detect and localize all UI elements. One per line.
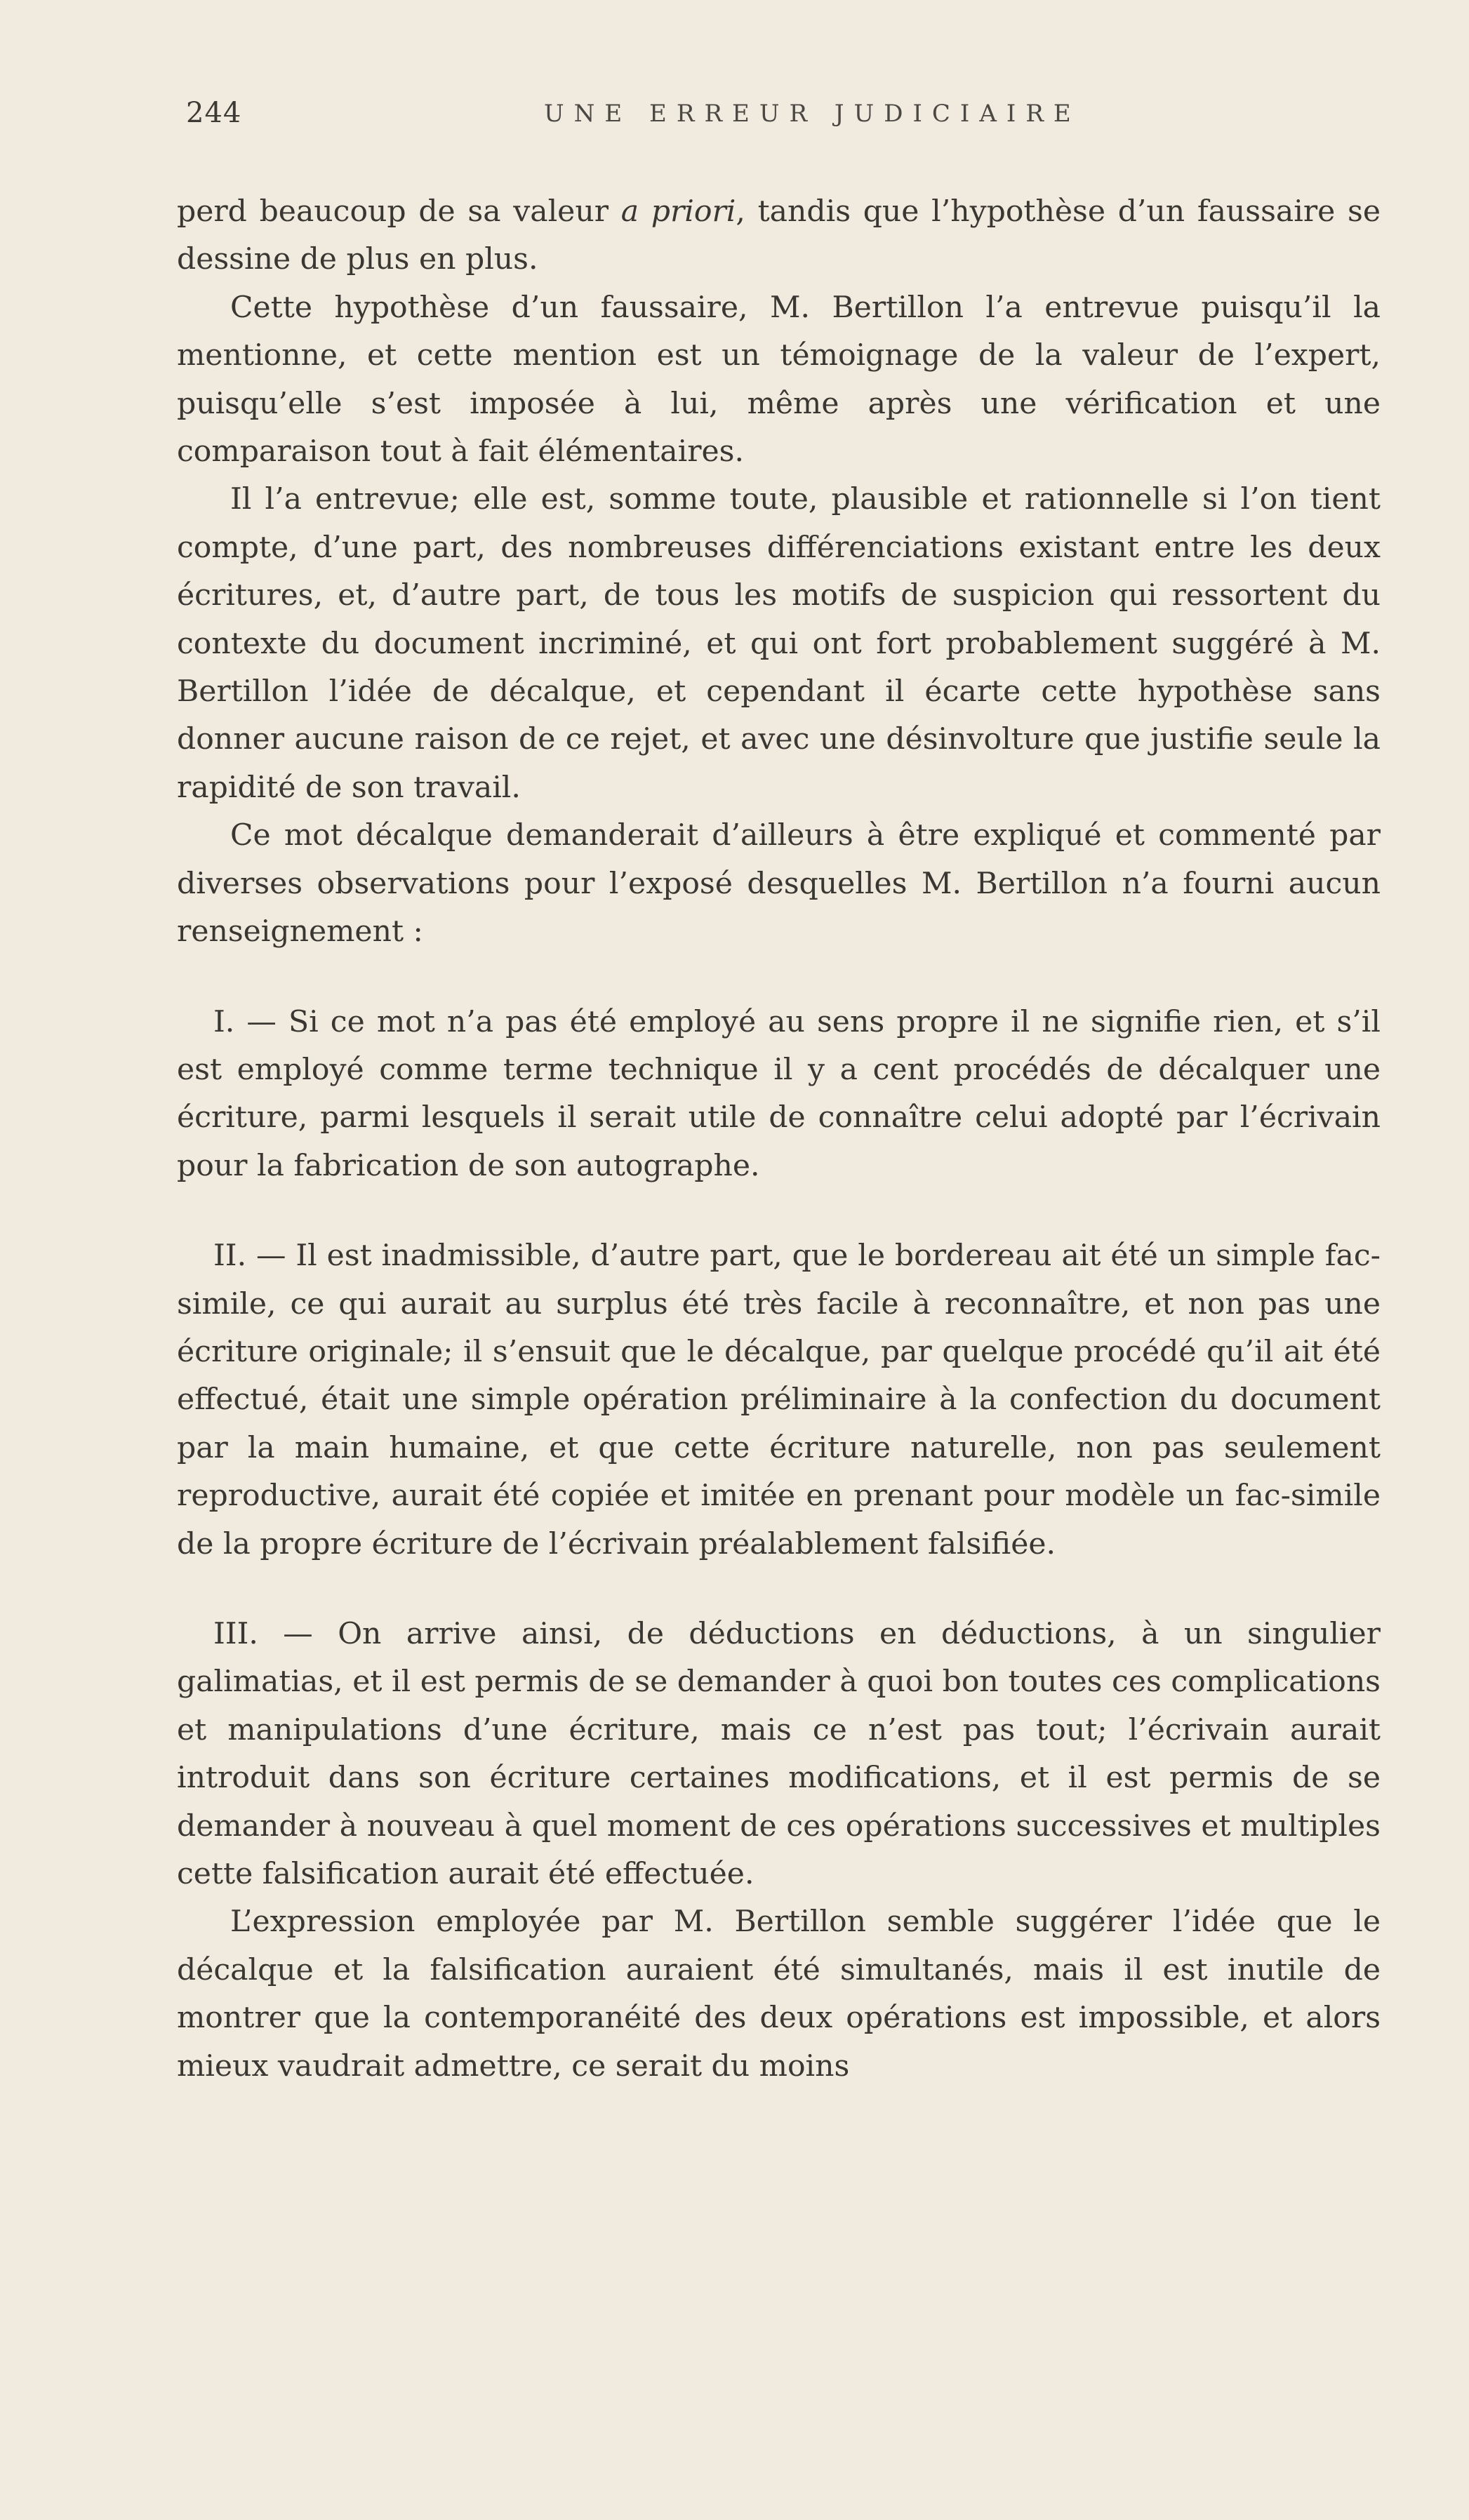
italic-phrase: a priori bbox=[620, 194, 736, 229]
numbered-paragraph-ii: II. — Il est inadmissible, d’autre part, que le bordereau ait été un simple fac-simile, ce qui aurait au surplus été très facile à reconnaître, et non pas une écriture originale; il s’ensuit que le décalque, par quelque procédé qu’il ait été effectué, était une simple opération préliminaire à la confection du document par la main humaine, et que cette écriture naturelle, non pas seulement reproductive, aurait été copiée et imitée en prenant pour modèle un fac-simile de la propre écriture de l’écrivain préalablement falsifiée. bbox=[177, 1239, 1381, 1561]
paragraph: Ce mot décalque demanderait d’ailleurs à être expliqué et commenté par diverses observations pour l’exposé desquelles M. Bertillon n’a fourni aucun renseignement : bbox=[177, 818, 1381, 949]
page-number: 244 bbox=[186, 97, 242, 129]
numbered-paragraph-i: I. — Si ce mot n’a pas été employé au sens propre il ne signifie rien, et s’il est employé comme terme technique il y a cent procédés de décalquer une écriture, parmi lesquels il serait utile de connaître celui adopté par l’écrivain pour la fabrication de son autographe. bbox=[177, 1004, 1381, 1183]
numbered-paragraph-iii: III. — On arrive ainsi, de déductions en déductions, à un singulier galimatias, et il est permis de se demander à quoi bon toutes ces complications et manipulations d’une écriture, mais ce n’est pas tout; l’écrivain aurait introduit dans son écriture certaines modifications, et il est permis de se demander à nouveau à quel moment de ces opérations successives et multiples cette falsification aurait été effectuée. bbox=[177, 1616, 1381, 1891]
paragraph: Cette hypothèse d’un faussaire, M. Bertillon l’a entrevue puisqu’il la mentionne, et cette mention est un témoignage de la valeur de l’expert, puisqu’elle s’est imposée à lui, même après une vérification et une comparaison tout à fait élémentaires. bbox=[177, 290, 1381, 469]
paragraph-continuation bbox=[177, 188, 1381, 284]
running-title: UNE ERREUR JUDICIAIRE bbox=[544, 100, 1081, 128]
page-body bbox=[177, 188, 1381, 2091]
page-header bbox=[186, 97, 1385, 139]
paragraph-text-segment: , tandis que l’hypothèse d’un faussaire se dessine de plus en plus. bbox=[177, 194, 1381, 277]
paragraph-gap bbox=[177, 1568, 1381, 1611]
paragraph-gap bbox=[177, 956, 1381, 999]
paragraph-gap bbox=[177, 1190, 1381, 1232]
paragraph: L’expression employée par M. Bertillon semble suggérer l’idée que le décalque et la falsification auraient été simultanés, mais il est inutile de montrer que la contemporanéité des deux opérations est impossible, et alors mieux vaudrait admettre, ce serait du moins bbox=[177, 1905, 1381, 2084]
paragraph: Il l’a entrevue; elle est, somme toute, plausible et rationnelle si l’on tient compte, d’une part, des nombreuses différenciations existant entre les deux écritures, et, d’autre part, de tous les motifs de suspicion qui ressortent du contexte du document incriminé, et qui ont fort probablement suggéré à M. Bertillon l’idée de décalque, et cependant il écarte cette hypothèse sans donner aucune raison de ce rejet, et avec une désinvolture que justifie seule la rapidité de son travail. bbox=[177, 482, 1381, 805]
paragraph-text-segment: perd beaucoup de sa valeur bbox=[177, 194, 621, 229]
